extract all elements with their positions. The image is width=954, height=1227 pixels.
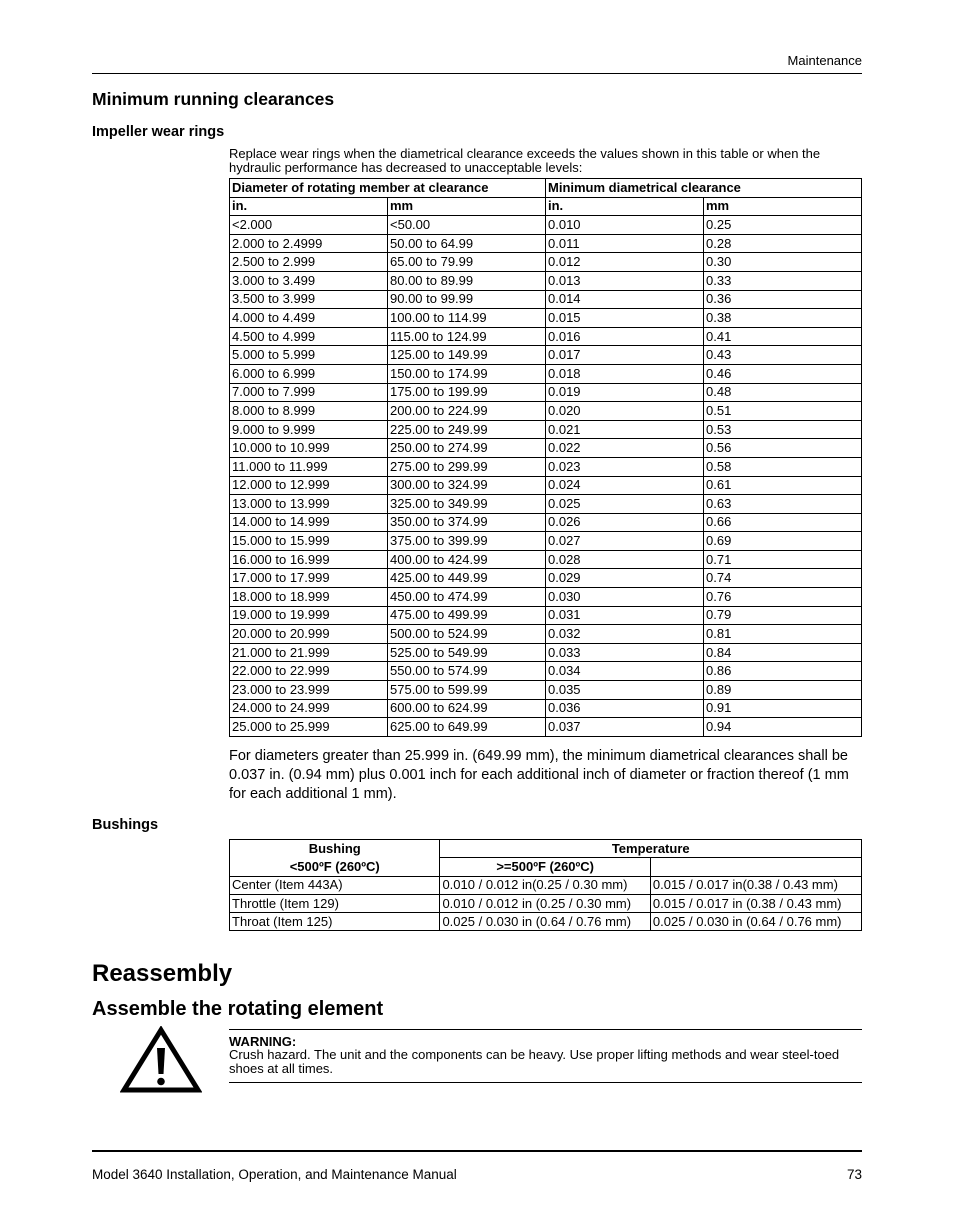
clearance-in-cell: 0.037 <box>546 718 704 737</box>
clearance-group-header: Minimum diametrical clearance <box>546 179 862 198</box>
bushing-name-cell: Center (Item 443A) <box>230 876 440 894</box>
clearance-mm-cell: 0.76 <box>704 588 862 607</box>
table-group-header-row <box>230 179 862 198</box>
diameter-in-cell: 24.000 to 24.999 <box>230 699 388 718</box>
clearance-mm-cell: 0.56 <box>704 439 862 458</box>
clearance-in-cell: 0.035 <box>546 681 704 700</box>
table-row <box>230 718 862 737</box>
table-row <box>230 625 862 644</box>
clearance-in-cell: 0.022 <box>546 439 704 458</box>
clearance-mm-cell: 0.38 <box>704 309 862 328</box>
clearance-in-cell: 0.024 <box>546 476 704 495</box>
diameter-mm-cell: 500.00 to 524.99 <box>388 625 546 644</box>
diameter-mm-cell: 375.00 to 399.99 <box>388 532 546 551</box>
clearance-mm-cell: 0.61 <box>704 476 862 495</box>
diameter-mm-cell: 175.00 to 199.99 <box>388 383 546 402</box>
diameter-in-cell: 12.000 to 12.999 <box>230 476 388 495</box>
clearance-table <box>229 178 862 737</box>
clearance-mm-cell: 0.66 <box>704 513 862 532</box>
bushing-subheader-row <box>230 858 862 876</box>
running-header: Maintenance <box>787 53 862 68</box>
table-row <box>230 913 862 931</box>
clearance-mm-cell: 0.79 <box>704 606 862 625</box>
clearance-in-cell: 0.018 <box>546 364 704 383</box>
clearance-mm-cell: 0.63 <box>704 495 862 514</box>
table-row <box>230 327 862 346</box>
bushing-table-body <box>230 876 862 931</box>
table-row <box>230 309 862 328</box>
diameter-in-cell: 4.500 to 4.999 <box>230 327 388 346</box>
clearance-in-cell: 0.011 <box>546 234 704 253</box>
clearance-in-cell: 0.013 <box>546 271 704 290</box>
diameter-mm-cell: 575.00 to 599.99 <box>388 681 546 700</box>
table-row <box>230 588 862 607</box>
table-row <box>230 346 862 365</box>
diameter-mm-cell: 125.00 to 149.99 <box>388 346 546 365</box>
subheading-wear-rings: Impeller wear rings <box>92 124 225 140</box>
table-row <box>230 606 862 625</box>
table-row <box>230 550 862 569</box>
clearance-in-cell: 0.016 <box>546 327 704 346</box>
high-temp-header: >=500ºF (260ºC) <box>440 858 650 876</box>
intro-paragraph: Replace wear rings when the diametrical clearance exceeds the values shown in this table or when the hydraulic performance has decreased to unacceptable levels: <box>229 146 821 175</box>
diameter-mm-cell: 625.00 to 649.99 <box>388 718 546 737</box>
clearance-in-cell: 0.034 <box>546 662 704 681</box>
diameter-mm-cell: 600.00 to 624.99 <box>388 699 546 718</box>
unit-header: mm <box>704 197 862 216</box>
low-temp-header: <500ºF (260ºC) <box>230 858 440 876</box>
table-row <box>230 439 862 458</box>
clearance-in-cell: 0.023 <box>546 457 704 476</box>
clearance-mm-cell: 0.84 <box>704 643 862 662</box>
blank-header <box>650 858 861 876</box>
diameter-in-cell: 11.000 to 11.999 <box>230 457 388 476</box>
diameter-in-cell: 22.000 to 22.999 <box>230 662 388 681</box>
clearance-in-cell: 0.021 <box>546 420 704 439</box>
diameter-mm-cell: 80.00 to 89.99 <box>388 271 546 290</box>
clearance-mm-cell: 0.86 <box>704 662 862 681</box>
unit-header: in. <box>546 197 704 216</box>
clearance-in-cell: 0.010 <box>546 216 704 235</box>
table-row <box>230 532 862 551</box>
diameter-mm-cell: <50.00 <box>388 216 546 235</box>
clearance-table-body <box>230 216 862 737</box>
table-row <box>230 364 862 383</box>
diameter-mm-cell: 250.00 to 274.99 <box>388 439 546 458</box>
table-row <box>230 216 862 235</box>
unit-header: mm <box>388 197 546 216</box>
diameter-in-cell: 20.000 to 20.999 <box>230 625 388 644</box>
diameter-in-cell: 5.000 to 5.999 <box>230 346 388 365</box>
clearance-mm-cell: 0.89 <box>704 681 862 700</box>
diameter-in-cell: 19.000 to 19.999 <box>230 606 388 625</box>
clearance-in-cell: 0.012 <box>546 253 704 272</box>
table-row <box>230 290 862 309</box>
diameter-mm-cell: 525.00 to 549.99 <box>388 643 546 662</box>
footer-rule <box>92 1150 862 1152</box>
diameter-mm-cell: 425.00 to 449.99 <box>388 569 546 588</box>
diameter-in-cell: 3.000 to 3.499 <box>230 271 388 290</box>
diameter-mm-cell: 475.00 to 499.99 <box>388 606 546 625</box>
clearance-in-cell: 0.015 <box>546 309 704 328</box>
clearance-in-cell: 0.029 <box>546 569 704 588</box>
diameter-in-cell: 15.000 to 15.999 <box>230 532 388 551</box>
clearance-in-cell: 0.033 <box>546 643 704 662</box>
clearance-in-cell: 0.036 <box>546 699 704 718</box>
diameter-mm-cell: 275.00 to 299.99 <box>388 457 546 476</box>
diameter-in-cell: 2.000 to 2.4999 <box>230 234 388 253</box>
diameter-in-cell: 9.000 to 9.999 <box>230 420 388 439</box>
diameter-mm-cell: 90.00 to 99.99 <box>388 290 546 309</box>
clearance-in-cell: 0.020 <box>546 402 704 421</box>
clearance-in-cell: 0.017 <box>546 346 704 365</box>
clearance-in-cell: 0.025 <box>546 495 704 514</box>
footer-manual-title: Model 3640 Installation, Operation, and Maintenance Manual <box>92 1167 457 1182</box>
diameter-in-cell: 13.000 to 13.999 <box>230 495 388 514</box>
clearance-in-cell: 0.019 <box>546 383 704 402</box>
table-row <box>230 495 862 514</box>
bushing-header: Bushing <box>230 840 440 858</box>
clearance-in-cell: 0.031 <box>546 606 704 625</box>
clearance-mm-cell: 0.53 <box>704 420 862 439</box>
page-number: 73 <box>846 1167 862 1182</box>
section-heading: Minimum running clearances <box>92 89 335 109</box>
table-row <box>230 383 862 402</box>
diameter-in-cell: 25.000 to 25.999 <box>230 718 388 737</box>
diameter-in-cell: 8.000 to 8.999 <box>230 402 388 421</box>
clearance-mm-cell: 0.41 <box>704 327 862 346</box>
clearance-mm-cell: 0.30 <box>704 253 862 272</box>
diameter-in-cell: 21.000 to 21.999 <box>230 643 388 662</box>
diameter-mm-cell: 300.00 to 324.99 <box>388 476 546 495</box>
bushing-table <box>229 839 862 931</box>
clearance-in-cell: 0.014 <box>546 290 704 309</box>
diameter-in-cell: 10.000 to 10.999 <box>230 439 388 458</box>
table-row <box>230 699 862 718</box>
diameter-in-cell: 18.000 to 18.999 <box>230 588 388 607</box>
clearance-mm-cell: 0.91 <box>704 699 862 718</box>
diameter-mm-cell: 200.00 to 224.99 <box>388 402 546 421</box>
table-row <box>230 643 862 662</box>
diameter-mm-cell: 550.00 to 574.99 <box>388 662 546 681</box>
clearance-mm-cell: 0.74 <box>704 569 862 588</box>
table-row <box>230 662 862 681</box>
diameter-mm-cell: 400.00 to 424.99 <box>388 550 546 569</box>
diameter-in-cell: 3.500 to 3.999 <box>230 290 388 309</box>
clearance-mm-cell: 0.58 <box>704 457 862 476</box>
table-row <box>230 681 862 700</box>
diameter-in-cell: 16.000 to 16.999 <box>230 550 388 569</box>
warning-bottom-rule <box>229 1082 862 1083</box>
warning-triangle-icon <box>120 1026 202 1094</box>
clearance-mm-cell: 0.25 <box>704 216 862 235</box>
diameter-in-cell: 6.000 to 6.999 <box>230 364 388 383</box>
diameter-mm-cell: 225.00 to 249.99 <box>388 420 546 439</box>
warning-title: WARNING: <box>229 1034 297 1049</box>
high-temp-clearance-cell: 0.015 / 0.017 in (0.38 / 0.43 mm) <box>650 894 861 912</box>
table-row <box>230 894 862 912</box>
table-row <box>230 513 862 532</box>
diameter-in-cell: 23.000 to 23.999 <box>230 681 388 700</box>
low-temp-clearance-cell: 0.010 / 0.012 in (0.25 / 0.30 mm) <box>440 894 650 912</box>
clearance-mm-cell: 0.36 <box>704 290 862 309</box>
clearance-in-cell: 0.032 <box>546 625 704 644</box>
clearance-mm-cell: 0.71 <box>704 550 862 569</box>
diameter-in-cell: 17.000 to 17.999 <box>230 569 388 588</box>
diameter-group-header: Diameter of rotating member at clearance <box>230 179 546 198</box>
diameter-mm-cell: 100.00 to 114.99 <box>388 309 546 328</box>
table-unit-header-row <box>230 197 862 216</box>
diameter-mm-cell: 325.00 to 349.99 <box>388 495 546 514</box>
clearance-mm-cell: 0.69 <box>704 532 862 551</box>
reassembly-heading: Reassembly <box>92 960 233 987</box>
warning-body: Crush hazard. The unit and the components can be heavy. Use proper lifting methods and wear steel-toed shoes at all times. <box>229 1047 840 1076</box>
clearance-mm-cell: 0.94 <box>704 718 862 737</box>
subheading-bushings: Bushings <box>92 817 159 833</box>
clearance-mm-cell: 0.43 <box>704 346 862 365</box>
clearance-mm-cell: 0.46 <box>704 364 862 383</box>
clearance-mm-cell: 0.48 <box>704 383 862 402</box>
clearance-mm-cell: 0.51 <box>704 402 862 421</box>
clearance-in-cell: 0.030 <box>546 588 704 607</box>
temperature-header: Temperature <box>440 840 862 858</box>
clearance-in-cell: 0.027 <box>546 532 704 551</box>
low-temp-clearance-cell: 0.025 / 0.030 in (0.64 / 0.76 mm) <box>440 913 650 931</box>
table-row <box>230 569 862 588</box>
assemble-heading: Assemble the rotating element <box>92 998 384 1020</box>
diameter-mm-cell: 150.00 to 174.99 <box>388 364 546 383</box>
diameter-mm-cell: 115.00 to 124.99 <box>388 327 546 346</box>
diameter-in-cell: 14.000 to 14.999 <box>230 513 388 532</box>
warning-top-rule <box>229 1029 862 1030</box>
diameter-mm-cell: 450.00 to 474.99 <box>388 588 546 607</box>
table-row <box>230 253 862 272</box>
table-row <box>230 457 862 476</box>
diameter-mm-cell: 65.00 to 79.99 <box>388 253 546 272</box>
diameter-in-cell: 7.000 to 7.999 <box>230 383 388 402</box>
table-row <box>230 876 862 894</box>
unit-header: in. <box>230 197 388 216</box>
clearance-mm-cell: 0.33 <box>704 271 862 290</box>
diameter-mm-cell: 350.00 to 374.99 <box>388 513 546 532</box>
bushing-header-row <box>230 840 862 858</box>
clearance-mm-cell: 0.81 <box>704 625 862 644</box>
high-temp-clearance-cell: 0.025 / 0.030 in (0.64 / 0.76 mm) <box>650 913 861 931</box>
table-row <box>230 476 862 495</box>
diameter-mm-cell: 50.00 to 64.99 <box>388 234 546 253</box>
table-row <box>230 234 862 253</box>
diameter-in-cell: 4.000 to 4.499 <box>230 309 388 328</box>
low-temp-clearance-cell: 0.010 / 0.012 in(0.25 / 0.30 mm) <box>440 876 650 894</box>
clearance-mm-cell: 0.28 <box>704 234 862 253</box>
diameter-in-cell: <2.000 <box>230 216 388 235</box>
high-temp-clearance-cell: 0.015 / 0.017 in(0.38 / 0.43 mm) <box>650 876 861 894</box>
bushing-name-cell: Throttle (Item 129) <box>230 894 440 912</box>
clearance-in-cell: 0.028 <box>546 550 704 569</box>
table-row <box>230 420 862 439</box>
bushing-name-cell: Throat (Item 125) <box>230 913 440 931</box>
table-row <box>230 271 862 290</box>
header-rule <box>92 73 862 74</box>
diameter-in-cell: 2.500 to 2.999 <box>230 253 388 272</box>
clearance-note: For diameters greater than 25.999 in. (649.99 mm), the minimum diametrical clearances shall be 0.037 in. (0.94 mm) plus 0.001 inch for each additional inch of diameter or fraction thereof (1 mm for each additional 1 mm). <box>229 748 849 802</box>
clearance-in-cell: 0.026 <box>546 513 704 532</box>
table-row <box>230 402 862 421</box>
